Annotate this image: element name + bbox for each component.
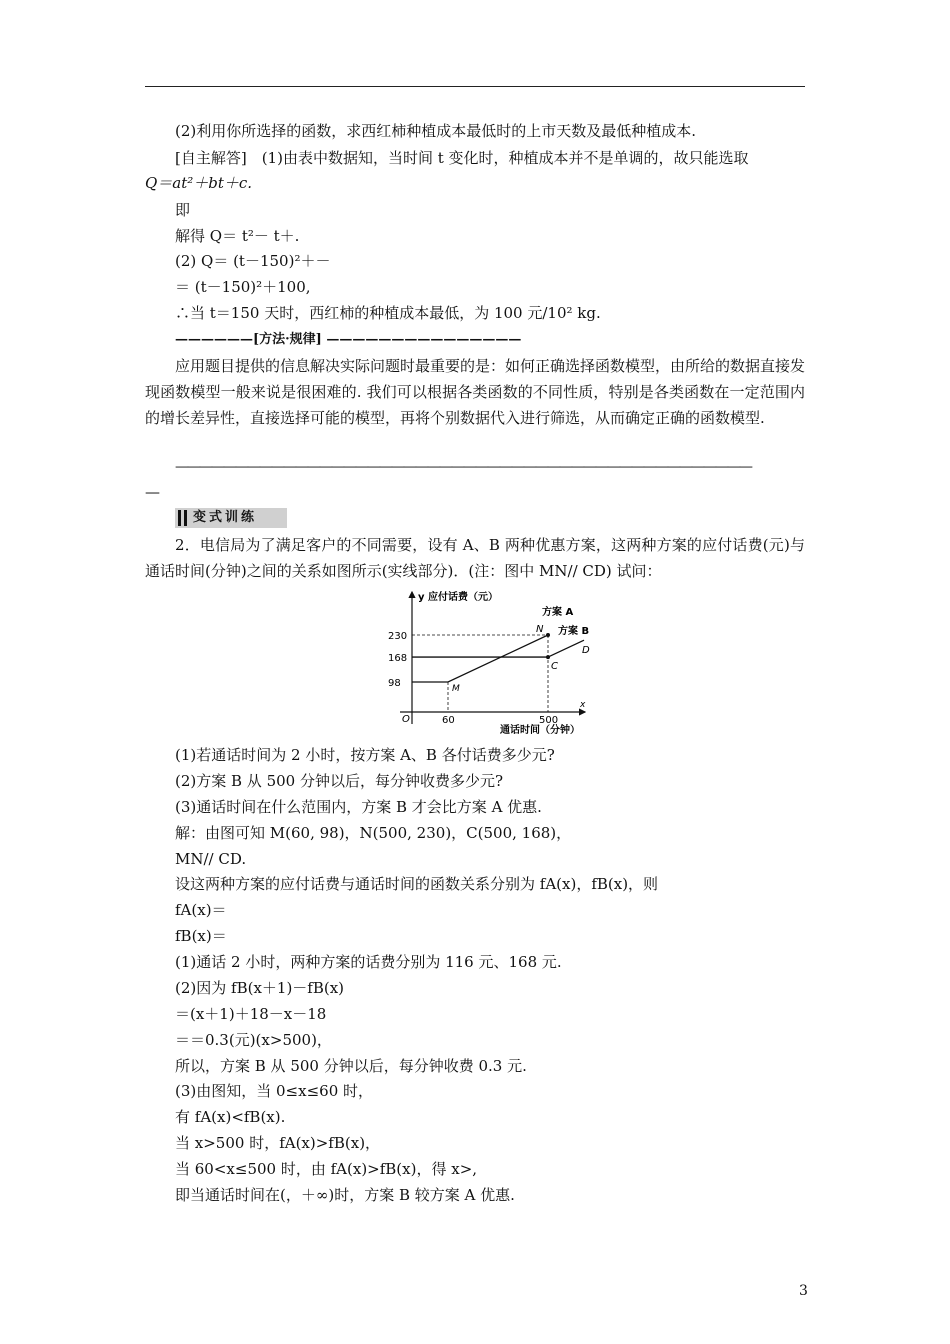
solution-line: fB(x)＝ [175,927,227,945]
solution-line: 即当通话时间在(，＋∞)时，方案 B 较方案 A 优惠. [175,1186,515,1204]
solution-line: 所以，方案 B 从 500 分钟以后，每分钟收费 0.3 元. [175,1057,527,1075]
solution-line: 当 x>500 时，fA(x)>fB(x)， [175,1134,381,1152]
point-n [546,633,550,637]
text-ji: 即 [175,201,191,219]
solution-line: (1)通话 2 小时，两种方案的话费分别为 116 元、168 元. [175,953,562,971]
dash-line: ———————————————————————————————————————————————— [175,459,751,475]
label-plan-a: 方案 A [542,607,574,618]
x-var-label: x [580,700,586,710]
label-m: M [452,684,460,694]
solution-line: 有 fA(x)<fB(x). [175,1108,286,1126]
question-3: (3)通话时间在什么范围内，方案 B 才会比方案 A 优惠. [175,798,542,816]
solution-line: 设这两种方案的应付话费与通话时间的函数关系分别为 fA(x)，fB(x)，则 [175,875,659,893]
origin-label: O [402,714,410,725]
variant-training-banner [175,508,287,528]
banner-bar [178,510,181,526]
x-tick-label: 500 [539,715,559,726]
method-heading: ——————[方法·规律] ——————————————— [175,332,522,347]
banner-bar [184,510,187,526]
part2-step1: (2) Q＝ (t－150)²＋－ [175,252,331,270]
dash-line-tail: — [145,483,160,501]
solution-line: ＝(x＋1)＋18－x－18 [175,1005,327,1023]
cost-graph [382,588,602,738]
solution-line: ＝＝0.3(元)(x>500)， [175,1031,332,1049]
plan-b-rise-line [548,640,584,657]
self-answer-line: [自主解答] (1)由表中数据知，当时间 t 变化时，种植成本并不是单调的，故只能选取 [175,149,749,167]
y-tick-label: 230 [388,631,408,642]
y-tick-label: 98 [388,678,401,689]
solution-line: MN// CD. [175,850,247,868]
page-number: 3 [799,1283,808,1299]
model-formula: Q＝at²＋bt＋c. [145,174,253,192]
x-tick-label: 60 [442,715,455,726]
solution-line: (2)因为 fB(x＋1)－fB(x) [175,979,345,997]
solution-line: (3)由图知，当 0≤x≤60 时， [175,1082,374,1100]
question-2: (2)方案 B 从 500 分钟以后，每分钟收费多少元? [175,772,504,790]
question-1: (1)若通话时间为 2 小时，按方案 A、B 各付话费多少元? [175,746,555,764]
problem-statement: 2．电信局为了满足客户的不同需要，设有 A、B 两种优惠方案，这两种方案的应付话费(元)与通话时间(分钟)之间的关系如图所示(实线部分)．(注：图中 MN// CD) 试问： [145,536,805,580]
solution-line: 解：由图可知 M(60, 98)，N(500, 230)，C(500, 168)， [175,824,572,842]
tick-labels [388,605,590,726]
header-rule [145,86,805,87]
label-n: N [536,624,544,635]
label-d: D [582,645,590,657]
part2-question: (2)利用你所选择的函数，求西红柿种植成本最低时的上市天数及最低种植成本. [175,122,697,140]
y-tick-label: 168 [388,653,408,665]
solve-result: 解得 Q＝ t²－ t＋. [175,227,300,245]
banner-title: 变式训练 [193,510,258,525]
x-axis-label: 通话时间（分钟） [500,725,580,736]
y-axis-label: y 应付话费（元） [418,592,498,603]
label-c: C [551,661,558,673]
label-plan-b: 方案 B [558,626,590,637]
part2-step2: ＝ (t－150)²＋100, [175,278,311,296]
method-paragraph: 应用题目提供的信息解决实际问题时最重要的是：如何正确选择函数模型，由所给的数据直接发现函数模型一般来说是很困难的. 我们可以根据各类函数的不同性质，特别是各类函数在一定范围内的增长差异性，直接选择可能的模型，再将个别数据代入进行筛选，从而确定正确的函数模型. [145,357,806,427]
plot-area [412,633,584,712]
point-c [546,655,550,659]
conclusion-line: ∴当 t＝150 天时，西红柿的种植成本最低，为 100 元/10² kg. [175,304,601,322]
solution-line: fA(x)＝ [175,901,227,919]
plan-a-line [412,635,548,682]
solution-line: 当 60<x≤500 时，由 fA(x)>fB(x)，得 x>, [175,1160,478,1178]
